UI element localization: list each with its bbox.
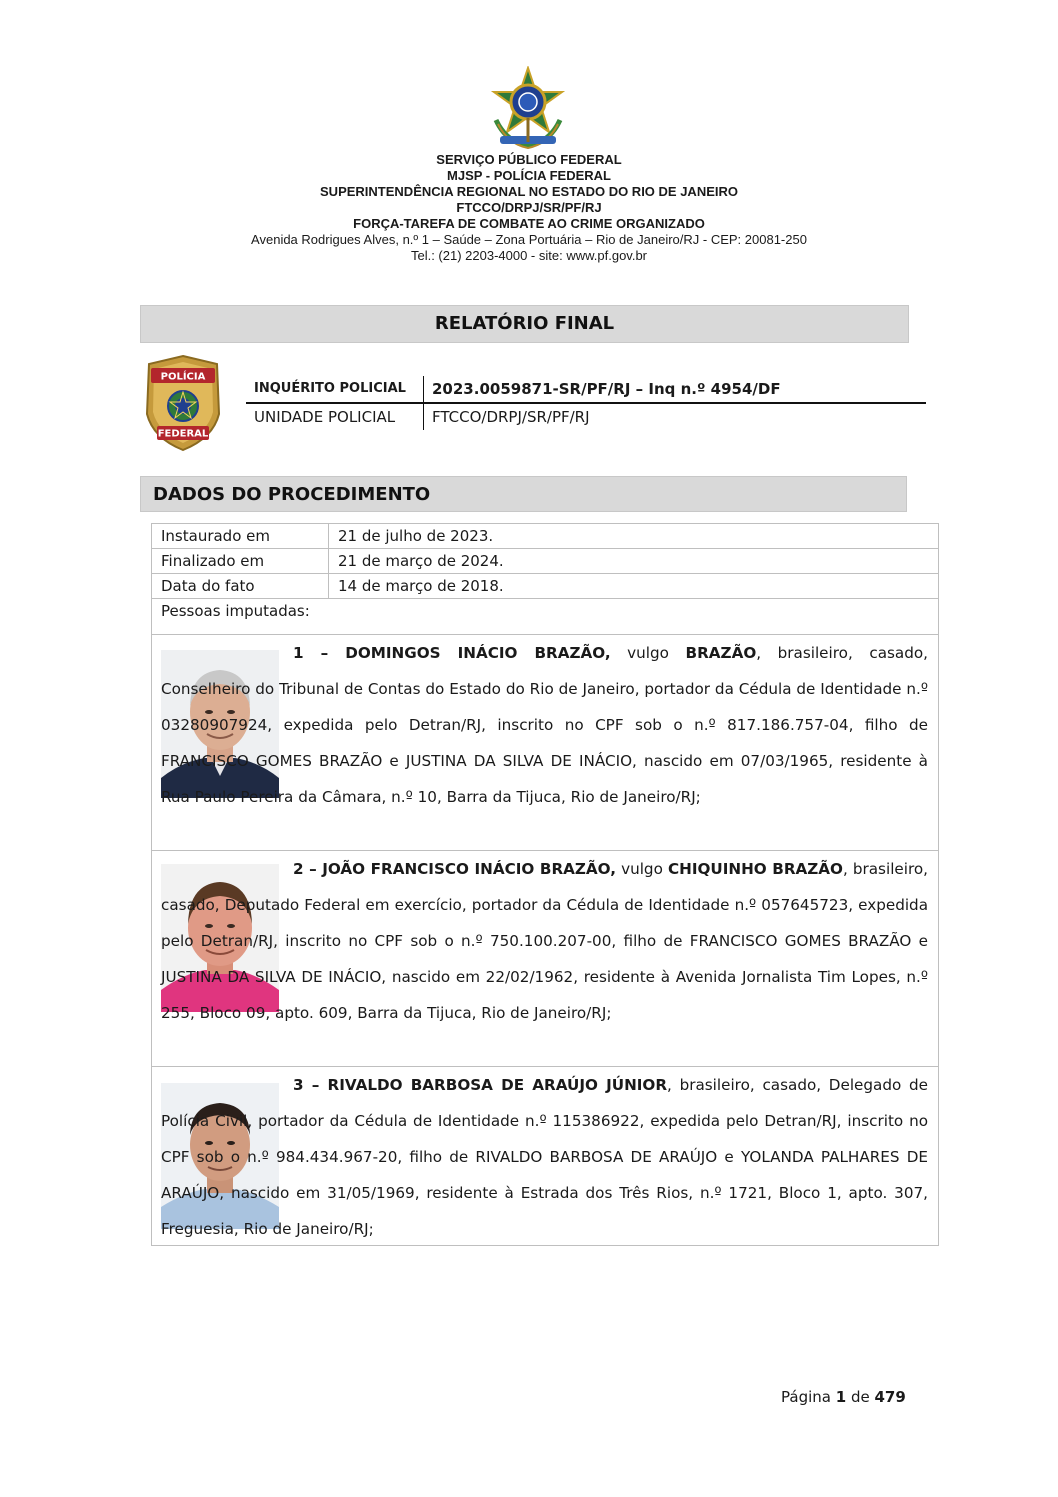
person-description: 1 – DOMINGOS INÁCIO BRAZÃO, vulgo BRAZÃO, brasileiro, casado, Conselheiro do Tribunal de Contas do Estado do Rio de Janeiro, portador da Cédula de Identidade n.º 03280907924, expedida pelo Detran/RJ, inscrito no CPF sob o n.º 817.186.757-04, filho de FRANCISCO GOMES BRAZÃO e JUSTINA DA SILVA DE INÁCIO, nascido em 07/03/1965, residente à Rua Paulo Pereira da Câmara, n.º 10, Barra da Tijuca, Rio de Janeiro/RJ; [161, 644, 928, 806]
header-contact: Tel.: (21) 2203-4000 - site: www.pf.gov.br [410, 248, 648, 263]
header-address: Avenida Rodrigues Alves, n.º 1 – Saúde – Zona Portuária – Rio de Janeiro/RJ - CEP: 20081-250 [251, 232, 807, 247]
inquiry-row [246, 376, 926, 404]
unit-label: UNIDADE POLICIAL [254, 408, 396, 426]
row-value: 21 de julho de 2023. [338, 527, 494, 545]
person-name: 3 – RIVALDO BARBOSA DE ARAÚJO JÚNIOR [293, 1076, 668, 1094]
unit-value: FTCCO/DRPJ/SR/PF/RJ [432, 408, 590, 426]
person-name: 2 – JOÃO FRANCISCO INÁCIO BRAZÃO, [293, 860, 617, 878]
header-line-1: SERVIÇO PÚBLICO FEDERAL [436, 152, 622, 167]
person-entry [152, 851, 938, 1067]
total-pages: 479 [874, 1388, 906, 1406]
inquiry-number: 2023.0059871-SR/PF/RJ – Inq n.º 4954/DF [432, 380, 781, 398]
person-entry [152, 1067, 938, 1245]
table-row [152, 574, 938, 599]
person-description [161, 1067, 928, 1247]
person-alias: CHIQUINHO BRAZÃO [667, 860, 843, 878]
unit-row [246, 404, 926, 430]
report-title: RELATÓRIO FINAL [140, 305, 909, 343]
person-details: , brasileiro, casado, Delegado de Polícia Civil, portador da Cédula de Identidade n.º 115386922, expedida pelo Detran/RJ, inscrito no CPF sob o n.º 984.434.967-20, filho de RIVALDO BARBOSA DE ARAÚJO e YOLANDA PALHARES DE ARAÚJO, nascido em 31/05/1969, residente à Estrada dos Três Rios, n.º 1721, Bloco 1, apto. 307, Freguesia, Rio de Janeiro/RJ; [161, 1076, 928, 1238]
page-number: Página 1 de 479 [781, 1388, 906, 1406]
person-details: , brasileiro, casado, Deputado Federal em exercício, portador da Cédula de Identidade n.º 057645723, expedida pelo Detran/RJ, inscrito no CPF sob o n.º 750.100.207-00, filho de FRANCISCO GOMES BRAZÃO e JUSTINA DA SILVA DE INÁCIO, nascido em 22/02/1962, residente à Avenida Jornalista Tim Lopes, n.º 255, Bloco 09, apto. 609, Barra da Tijuca, Rio de Janeiro/RJ; [161, 860, 929, 1022]
header-line-3: SUPERINTENDÊNCIA REGIONAL NO ESTADO DO RIO DE JANEIRO [320, 184, 738, 199]
header-line-2: MJSP - POLÍCIA FEDERAL [447, 168, 611, 183]
row-label: Finalizado em [161, 552, 265, 570]
row-label: Instaurado em [161, 527, 270, 545]
inquiry-label: INQUÉRITO POLICIAL [254, 381, 406, 396]
badge-bottom-text: FEDERAL [157, 428, 209, 440]
row-label: Data do fato [161, 577, 255, 595]
person-description: 2 – JOÃO FRANCISCO INÁCIO BRAZÃO, vulgo CHIQUINHO BRAZÃO, brasileiro, casado, Deputado Federal em exercício, portador da Cédula de Identidade n.º 057645723, expedida pelo Detran/RJ, inscrito no CPF sob o n.º 750.100.207-00, filho de FRANCISCO GOMES BRAZÃO e JUSTINA DA SILVA DE INÁCIO, nascido em 22/02/1962, residente à Avenida Jornalista Tim Lopes, n.º 255, Bloco 09, apto. 609, Barra da Tijuca, Rio de Janeiro/RJ; [161, 860, 929, 1022]
header-line-5: FORÇA-TAREFA DE COMBATE AO CRIME ORGANIZADO [353, 216, 705, 231]
person-name: 1 – DOMINGOS INÁCIO BRAZÃO, [293, 644, 611, 662]
current-page: 1 [835, 1388, 847, 1406]
person-entry [152, 635, 938, 851]
table-row [152, 549, 938, 574]
row-value: 14 de março de 2018. [338, 577, 504, 595]
table-row [152, 524, 938, 549]
procedure-table [151, 523, 939, 1246]
coat-of-arms-icon [486, 66, 570, 150]
inquiry-info [246, 376, 926, 430]
header-line-4: FTCCO/DRPJ/SR/PF/RJ [456, 200, 602, 215]
police-badge-icon [143, 354, 223, 452]
person-details: , brasileiro, casado, Conselheiro do Tribunal de Contas do Estado do Rio de Janeiro, portador da Cédula de Identidade n.º 03280907924, expedida pelo Detran/RJ, inscrito no CPF sob o n.º 817.186.757-04, filho de FRANCISCO GOMES BRAZÃO e JUSTINA DA SILVA DE INÁCIO, nascido em 07/03/1965, residente à Rua Paulo Pereira da Câmara, n.º 10, Barra da Tijuca, Rio de Janeiro/RJ; [161, 644, 928, 806]
persons-label: Pessoas imputadas: [161, 602, 310, 620]
person-alias: BRAZÃO [685, 644, 757, 662]
header-block [0, 152, 1058, 264]
persons-header-row [152, 599, 938, 635]
badge-top-text: POLÍCIA [160, 371, 206, 383]
section-title: DADOS DO PROCEDIMENTO [140, 476, 907, 512]
row-value: 21 de março de 2024. [338, 552, 504, 570]
